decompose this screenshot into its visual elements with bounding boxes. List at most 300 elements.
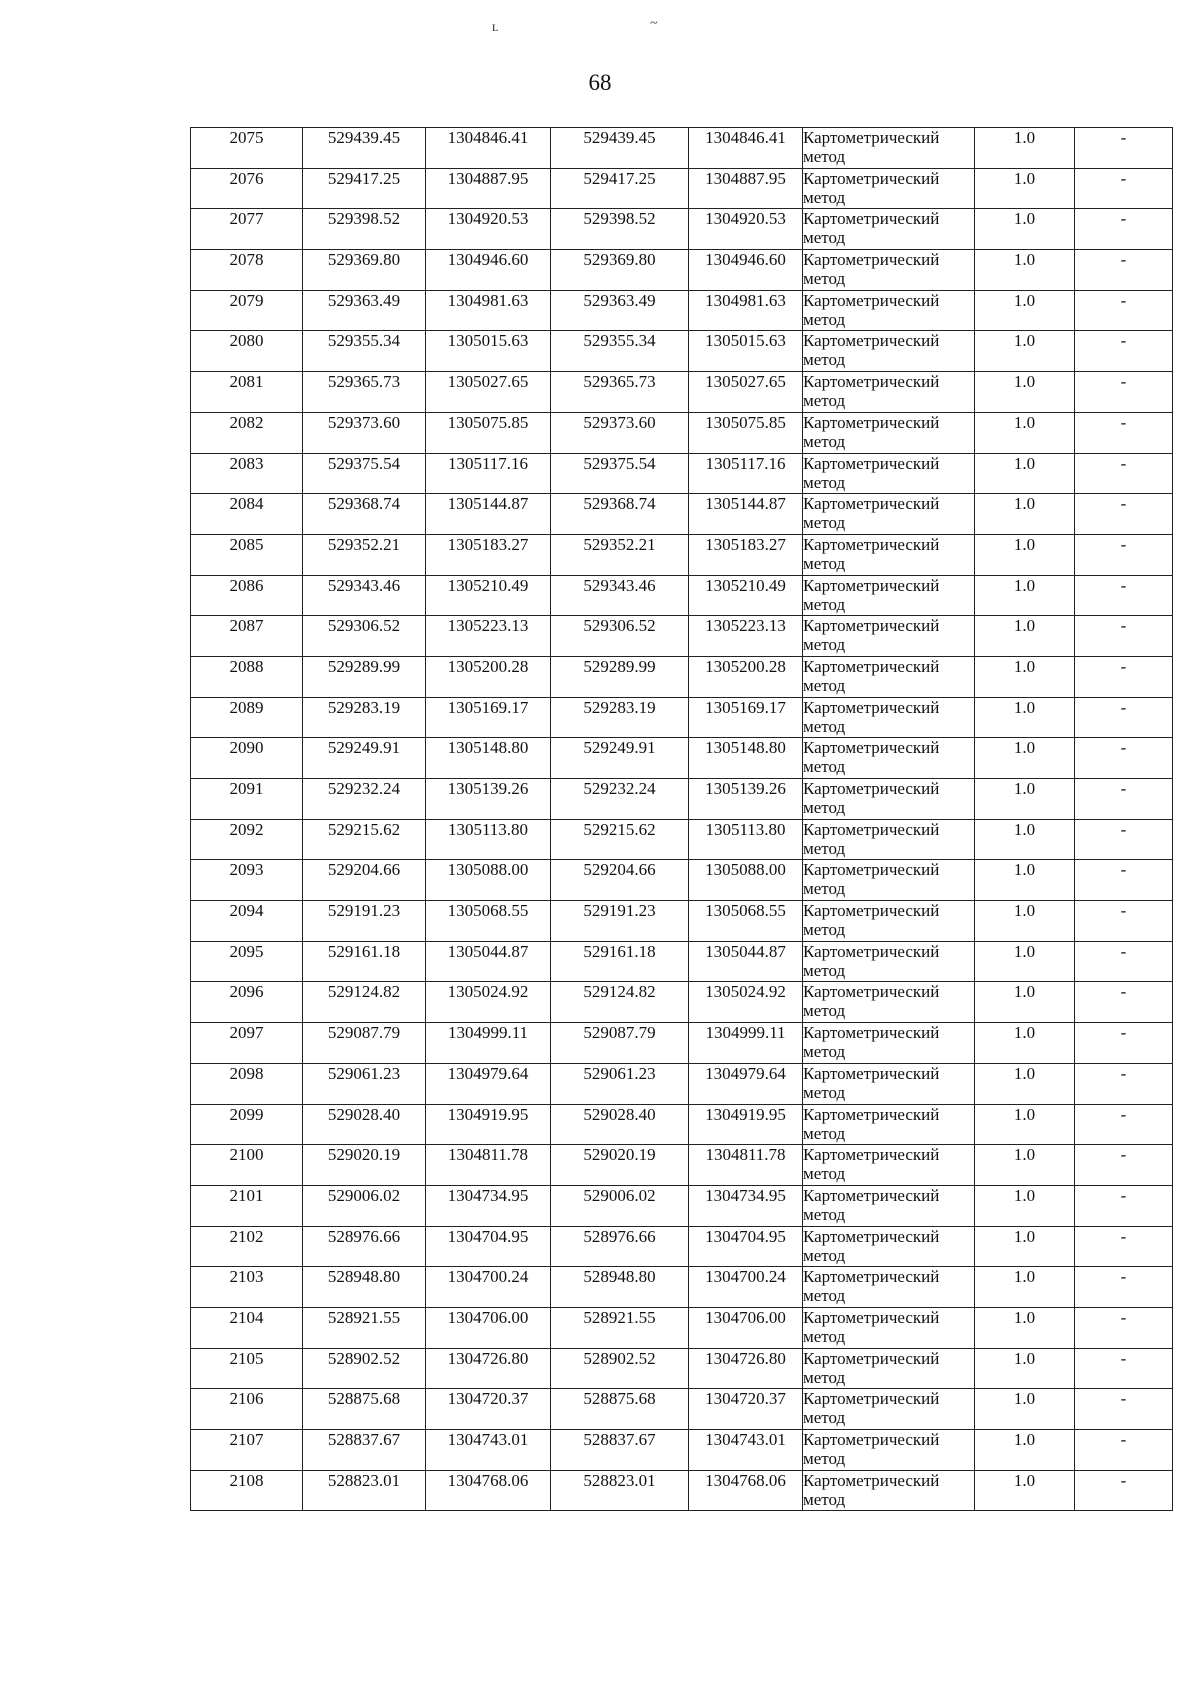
accuracy-cell: 1.0: [975, 1430, 1075, 1471]
method-cell: Картометрический метод: [803, 616, 975, 657]
x-coordinate-cell: 528823.01: [303, 1470, 426, 1511]
y-coordinate-new-cell: 1305223.13: [689, 616, 803, 657]
x-coordinate-new-cell: 529124.82: [551, 982, 689, 1023]
table-row: [191, 575, 1173, 616]
x-coordinate-cell: 529289.99: [303, 656, 426, 697]
table-row: [191, 1470, 1173, 1511]
point-number-cell: 2080: [191, 331, 303, 372]
note-cell: -: [1075, 1307, 1173, 1348]
x-coordinate-cell: 529087.79: [303, 1023, 426, 1064]
accuracy-cell: 1.0: [975, 494, 1075, 535]
y-coordinate-cell: 1304887.95: [426, 168, 551, 209]
method-cell: Картометрический метод: [803, 697, 975, 738]
y-coordinate-new-cell: 1304920.53: [689, 209, 803, 250]
x-coordinate-cell: 529375.54: [303, 453, 426, 494]
table-row: [191, 1430, 1173, 1471]
table-row: [191, 901, 1173, 942]
point-number-cell: 2078: [191, 250, 303, 291]
x-coordinate-new-cell: 528921.55: [551, 1307, 689, 1348]
y-coordinate-cell: 1305024.92: [426, 982, 551, 1023]
y-coordinate-new-cell: 1305183.27: [689, 534, 803, 575]
accuracy-cell: 1.0: [975, 1226, 1075, 1267]
note-cell: -: [1075, 534, 1173, 575]
y-coordinate-cell: 1304811.78: [426, 1145, 551, 1186]
note-cell: -: [1075, 656, 1173, 697]
accuracy-cell: 1.0: [975, 1023, 1075, 1064]
accuracy-cell: 1.0: [975, 697, 1075, 738]
method-cell: Картометрический метод: [803, 209, 975, 250]
y-coordinate-cell: 1305210.49: [426, 575, 551, 616]
x-coordinate-new-cell: 528948.80: [551, 1267, 689, 1308]
point-number-cell: 2075: [191, 128, 303, 169]
y-coordinate-new-cell: 1305015.63: [689, 331, 803, 372]
page-number: 68: [588, 70, 612, 95]
y-coordinate-new-cell: 1305200.28: [689, 656, 803, 697]
accuracy-cell: 1.0: [975, 1389, 1075, 1430]
method-cell: Картометрический метод: [803, 128, 975, 169]
x-coordinate-new-cell: 529020.19: [551, 1145, 689, 1186]
x-coordinate-new-cell: 529028.40: [551, 1104, 689, 1145]
y-coordinate-cell: 1304846.41: [426, 128, 551, 169]
x-coordinate-cell: 529191.23: [303, 901, 426, 942]
table-row: [191, 982, 1173, 1023]
table-row: [191, 941, 1173, 982]
method-cell: Картометрический метод: [803, 494, 975, 535]
method-cell: Картометрический метод: [803, 860, 975, 901]
point-number-cell: 2090: [191, 738, 303, 779]
note-cell: -: [1075, 290, 1173, 331]
method-cell: Картометрический метод: [803, 819, 975, 860]
x-coordinate-cell: 529365.73: [303, 372, 426, 413]
accuracy-cell: 1.0: [975, 128, 1075, 169]
accuracy-cell: 1.0: [975, 982, 1075, 1023]
y-coordinate-cell: 1304920.53: [426, 209, 551, 250]
point-number-cell: 2085: [191, 534, 303, 575]
x-coordinate-new-cell: 528875.68: [551, 1389, 689, 1430]
note-cell: -: [1075, 1063, 1173, 1104]
x-coordinate-cell: 529369.80: [303, 250, 426, 291]
x-coordinate-cell: 529020.19: [303, 1145, 426, 1186]
note-cell: -: [1075, 1267, 1173, 1308]
y-coordinate-new-cell: 1305044.87: [689, 941, 803, 982]
table-row: [191, 412, 1173, 453]
table-row: [191, 697, 1173, 738]
table-row: [191, 209, 1173, 250]
x-coordinate-cell: 528902.52: [303, 1348, 426, 1389]
accuracy-cell: 1.0: [975, 1267, 1075, 1308]
point-number-cell: 2096: [191, 982, 303, 1023]
y-coordinate-new-cell: 1305024.92: [689, 982, 803, 1023]
point-number-cell: 2100: [191, 1145, 303, 1186]
x-coordinate-cell: 529306.52: [303, 616, 426, 657]
accuracy-cell: 1.0: [975, 1470, 1075, 1511]
method-cell: Картометрический метод: [803, 1063, 975, 1104]
accuracy-cell: 1.0: [975, 372, 1075, 413]
y-coordinate-new-cell: 1304919.95: [689, 1104, 803, 1145]
accuracy-cell: 1.0: [975, 738, 1075, 779]
method-cell: Картометрический метод: [803, 941, 975, 982]
method-cell: Картометрический метод: [803, 250, 975, 291]
point-number-cell: 2099: [191, 1104, 303, 1145]
x-coordinate-cell: 529417.25: [303, 168, 426, 209]
accuracy-cell: 1.0: [975, 534, 1075, 575]
note-cell: -: [1075, 779, 1173, 820]
y-coordinate-cell: 1305088.00: [426, 860, 551, 901]
point-number-cell: 2095: [191, 941, 303, 982]
note-cell: -: [1075, 575, 1173, 616]
table-row: [191, 1023, 1173, 1064]
x-coordinate-cell: 529355.34: [303, 331, 426, 372]
accuracy-cell: 1.0: [975, 901, 1075, 942]
note-cell: -: [1075, 1430, 1173, 1471]
y-coordinate-cell: 1304704.95: [426, 1226, 551, 1267]
y-coordinate-new-cell: 1305075.85: [689, 412, 803, 453]
table-row: [191, 1307, 1173, 1348]
note-cell: -: [1075, 372, 1173, 413]
accuracy-cell: 1.0: [975, 941, 1075, 982]
accuracy-cell: 1.0: [975, 819, 1075, 860]
x-coordinate-new-cell: 529289.99: [551, 656, 689, 697]
x-coordinate-new-cell: 529417.25: [551, 168, 689, 209]
x-coordinate-cell: 529343.46: [303, 575, 426, 616]
y-coordinate-cell: 1305068.55: [426, 901, 551, 942]
y-coordinate-cell: 1304999.11: [426, 1023, 551, 1064]
y-coordinate-new-cell: 1304946.60: [689, 250, 803, 291]
accuracy-cell: 1.0: [975, 1348, 1075, 1389]
method-cell: Картометрический метод: [803, 1267, 975, 1308]
y-coordinate-cell: 1304979.64: [426, 1063, 551, 1104]
accuracy-cell: 1.0: [975, 1307, 1075, 1348]
accuracy-cell: 1.0: [975, 575, 1075, 616]
table-row: [191, 1267, 1173, 1308]
method-cell: Картометрический метод: [803, 1185, 975, 1226]
accuracy-cell: 1.0: [975, 1185, 1075, 1226]
note-cell: -: [1075, 494, 1173, 535]
y-coordinate-new-cell: 1304887.95: [689, 168, 803, 209]
y-coordinate-cell: 1304946.60: [426, 250, 551, 291]
note-cell: -: [1075, 1389, 1173, 1430]
scan-artifact-mark: ~: [650, 16, 658, 31]
y-coordinate-new-cell: 1304999.11: [689, 1023, 803, 1064]
method-cell: Картометрический метод: [803, 1307, 975, 1348]
accuracy-cell: 1.0: [975, 1145, 1075, 1186]
y-coordinate-cell: 1305117.16: [426, 453, 551, 494]
x-coordinate-new-cell: 529363.49: [551, 290, 689, 331]
y-coordinate-new-cell: 1305027.65: [689, 372, 803, 413]
table-row: [191, 534, 1173, 575]
point-number-cell: 2089: [191, 697, 303, 738]
table-row: [191, 1185, 1173, 1226]
note-cell: -: [1075, 1185, 1173, 1226]
point-number-cell: 2094: [191, 901, 303, 942]
table-row: [191, 168, 1173, 209]
note-cell: -: [1075, 697, 1173, 738]
y-coordinate-cell: 1304981.63: [426, 290, 551, 331]
y-coordinate-new-cell: 1305139.26: [689, 779, 803, 820]
accuracy-cell: 1.0: [975, 250, 1075, 291]
y-coordinate-new-cell: 1305117.16: [689, 453, 803, 494]
table-row: [191, 1389, 1173, 1430]
point-number-cell: 2105: [191, 1348, 303, 1389]
accuracy-cell: 1.0: [975, 1104, 1075, 1145]
table-row: [191, 1063, 1173, 1104]
accuracy-cell: 1.0: [975, 616, 1075, 657]
x-coordinate-new-cell: 529375.54: [551, 453, 689, 494]
point-number-cell: 2088: [191, 656, 303, 697]
method-cell: Картометрический метод: [803, 901, 975, 942]
x-coordinate-new-cell: 528902.52: [551, 1348, 689, 1389]
table-row: [191, 1145, 1173, 1186]
x-coordinate-new-cell: 529283.19: [551, 697, 689, 738]
method-cell: Картометрический метод: [803, 290, 975, 331]
point-number-cell: 2076: [191, 168, 303, 209]
note-cell: -: [1075, 860, 1173, 901]
point-number-cell: 2083: [191, 453, 303, 494]
method-cell: Картометрический метод: [803, 738, 975, 779]
y-coordinate-new-cell: 1304979.64: [689, 1063, 803, 1104]
point-number-cell: 2108: [191, 1470, 303, 1511]
x-coordinate-new-cell: 529306.52: [551, 616, 689, 657]
note-cell: -: [1075, 128, 1173, 169]
y-coordinate-new-cell: 1304726.80: [689, 1348, 803, 1389]
x-coordinate-cell: 529363.49: [303, 290, 426, 331]
table-row: [191, 331, 1173, 372]
y-coordinate-new-cell: 1305088.00: [689, 860, 803, 901]
table-row: [191, 860, 1173, 901]
x-coordinate-cell: 529204.66: [303, 860, 426, 901]
point-number-cell: 2101: [191, 1185, 303, 1226]
method-cell: Картометрический метод: [803, 1104, 975, 1145]
x-coordinate-cell: 529124.82: [303, 982, 426, 1023]
note-cell: -: [1075, 616, 1173, 657]
y-coordinate-cell: 1305200.28: [426, 656, 551, 697]
note-cell: -: [1075, 982, 1173, 1023]
method-cell: Картометрический метод: [803, 453, 975, 494]
y-coordinate-cell: 1305139.26: [426, 779, 551, 820]
x-coordinate-cell: 528921.55: [303, 1307, 426, 1348]
point-number-cell: 2077: [191, 209, 303, 250]
y-coordinate-cell: 1304720.37: [426, 1389, 551, 1430]
y-coordinate-new-cell: 1304704.95: [689, 1226, 803, 1267]
note-cell: -: [1075, 1226, 1173, 1267]
x-coordinate-new-cell: 529087.79: [551, 1023, 689, 1064]
table-row: [191, 290, 1173, 331]
point-number-cell: 2082: [191, 412, 303, 453]
x-coordinate-new-cell: 529373.60: [551, 412, 689, 453]
note-cell: -: [1075, 1145, 1173, 1186]
x-coordinate-cell: 529373.60: [303, 412, 426, 453]
y-coordinate-cell: 1304768.06: [426, 1470, 551, 1511]
scan-artifact-mark: ʟ: [492, 20, 499, 35]
y-coordinate-new-cell: 1305169.17: [689, 697, 803, 738]
point-number-cell: 2097: [191, 1023, 303, 1064]
table-row: [191, 494, 1173, 535]
y-coordinate-new-cell: 1304811.78: [689, 1145, 803, 1186]
point-number-cell: 2107: [191, 1430, 303, 1471]
y-coordinate-new-cell: 1305113.80: [689, 819, 803, 860]
note-cell: -: [1075, 209, 1173, 250]
accuracy-cell: 1.0: [975, 168, 1075, 209]
note-cell: -: [1075, 331, 1173, 372]
x-coordinate-new-cell: 529343.46: [551, 575, 689, 616]
x-coordinate-cell: 529283.19: [303, 697, 426, 738]
method-cell: Картометрический метод: [803, 412, 975, 453]
table-row: [191, 250, 1173, 291]
point-number-cell: 2092: [191, 819, 303, 860]
table-row: [191, 819, 1173, 860]
y-coordinate-cell: 1305223.13: [426, 616, 551, 657]
method-cell: Картометрический метод: [803, 575, 975, 616]
accuracy-cell: 1.0: [975, 1063, 1075, 1104]
point-number-cell: 2102: [191, 1226, 303, 1267]
table-row: [191, 616, 1173, 657]
y-coordinate-cell: 1305144.87: [426, 494, 551, 535]
method-cell: Картометрический метод: [803, 331, 975, 372]
y-coordinate-new-cell: 1304720.37: [689, 1389, 803, 1430]
accuracy-cell: 1.0: [975, 860, 1075, 901]
method-cell: Картометрический метод: [803, 1430, 975, 1471]
y-coordinate-cell: 1304743.01: [426, 1430, 551, 1471]
x-coordinate-cell: 529398.52: [303, 209, 426, 250]
point-number-cell: 2103: [191, 1267, 303, 1308]
x-coordinate-cell: 529215.62: [303, 819, 426, 860]
x-coordinate-cell: 529028.40: [303, 1104, 426, 1145]
y-coordinate-new-cell: 1304981.63: [689, 290, 803, 331]
x-coordinate-cell: 529161.18: [303, 941, 426, 982]
y-coordinate-cell: 1304726.80: [426, 1348, 551, 1389]
x-coordinate-new-cell: 529368.74: [551, 494, 689, 535]
y-coordinate-cell: 1304734.95: [426, 1185, 551, 1226]
x-coordinate-new-cell: 529355.34: [551, 331, 689, 372]
table-row: [191, 372, 1173, 413]
y-coordinate-new-cell: 1305144.87: [689, 494, 803, 535]
x-coordinate-cell: 528875.68: [303, 1389, 426, 1430]
note-cell: -: [1075, 901, 1173, 942]
note-cell: -: [1075, 1470, 1173, 1511]
accuracy-cell: 1.0: [975, 290, 1075, 331]
coordinates-table: [190, 127, 1173, 1511]
table-row: [191, 1226, 1173, 1267]
point-number-cell: 2091: [191, 779, 303, 820]
method-cell: Картометрический метод: [803, 1470, 975, 1511]
point-number-cell: 2098: [191, 1063, 303, 1104]
y-coordinate-cell: 1305075.85: [426, 412, 551, 453]
note-cell: -: [1075, 738, 1173, 779]
y-coordinate-new-cell: 1304734.95: [689, 1185, 803, 1226]
y-coordinate-cell: 1305015.63: [426, 331, 551, 372]
table-row: [191, 128, 1173, 169]
accuracy-cell: 1.0: [975, 412, 1075, 453]
x-coordinate-new-cell: 529439.45: [551, 128, 689, 169]
y-coordinate-new-cell: 1305148.80: [689, 738, 803, 779]
note-cell: -: [1075, 1104, 1173, 1145]
x-coordinate-new-cell: 529061.23: [551, 1063, 689, 1104]
y-coordinate-new-cell: 1305210.49: [689, 575, 803, 616]
y-coordinate-cell: 1305183.27: [426, 534, 551, 575]
method-cell: Картометрический метод: [803, 1226, 975, 1267]
table-row: [191, 779, 1173, 820]
x-coordinate-new-cell: 529232.24: [551, 779, 689, 820]
accuracy-cell: 1.0: [975, 453, 1075, 494]
table-row: [191, 656, 1173, 697]
x-coordinate-cell: 529232.24: [303, 779, 426, 820]
table-body: [191, 128, 1173, 1511]
x-coordinate-cell: 529061.23: [303, 1063, 426, 1104]
x-coordinate-new-cell: 528823.01: [551, 1470, 689, 1511]
table-row: [191, 1104, 1173, 1145]
y-coordinate-new-cell: 1304743.01: [689, 1430, 803, 1471]
method-cell: Картометрический метод: [803, 656, 975, 697]
x-coordinate-cell: 528976.66: [303, 1226, 426, 1267]
note-cell: -: [1075, 453, 1173, 494]
accuracy-cell: 1.0: [975, 331, 1075, 372]
y-coordinate-cell: 1305113.80: [426, 819, 551, 860]
accuracy-cell: 1.0: [975, 656, 1075, 697]
point-number-cell: 2079: [191, 290, 303, 331]
x-coordinate-new-cell: 528837.67: [551, 1430, 689, 1471]
method-cell: Картометрический метод: [803, 1145, 975, 1186]
y-coordinate-cell: 1305027.65: [426, 372, 551, 413]
accuracy-cell: 1.0: [975, 779, 1075, 820]
y-coordinate-cell: 1305148.80: [426, 738, 551, 779]
method-cell: Картометрический метод: [803, 1348, 975, 1389]
y-coordinate-cell: 1304706.00: [426, 1307, 551, 1348]
method-cell: Картометрический метод: [803, 534, 975, 575]
table-row: [191, 738, 1173, 779]
x-coordinate-cell: 529352.21: [303, 534, 426, 575]
note-cell: -: [1075, 1348, 1173, 1389]
x-coordinate-cell: 528948.80: [303, 1267, 426, 1308]
point-number-cell: 2081: [191, 372, 303, 413]
y-coordinate-new-cell: 1305068.55: [689, 901, 803, 942]
note-cell: -: [1075, 168, 1173, 209]
table-row: [191, 453, 1173, 494]
x-coordinate-cell: 529249.91: [303, 738, 426, 779]
x-coordinate-new-cell: 529161.18: [551, 941, 689, 982]
note-cell: -: [1075, 941, 1173, 982]
x-coordinate-new-cell: 529006.02: [551, 1185, 689, 1226]
method-cell: Картометрический метод: [803, 779, 975, 820]
x-coordinate-new-cell: 529215.62: [551, 819, 689, 860]
x-coordinate-new-cell: 529398.52: [551, 209, 689, 250]
note-cell: -: [1075, 412, 1173, 453]
method-cell: Картометрический метод: [803, 1023, 975, 1064]
point-number-cell: 2087: [191, 616, 303, 657]
accuracy-cell: 1.0: [975, 209, 1075, 250]
method-cell: Картометрический метод: [803, 372, 975, 413]
y-coordinate-new-cell: 1304846.41: [689, 128, 803, 169]
x-coordinate-cell: 529439.45: [303, 128, 426, 169]
y-coordinate-new-cell: 1304706.00: [689, 1307, 803, 1348]
x-coordinate-cell: 529368.74: [303, 494, 426, 535]
x-coordinate-new-cell: 529365.73: [551, 372, 689, 413]
note-cell: -: [1075, 819, 1173, 860]
x-coordinate-new-cell: 529369.80: [551, 250, 689, 291]
note-cell: -: [1075, 1023, 1173, 1064]
y-coordinate-cell: 1304700.24: [426, 1267, 551, 1308]
y-coordinate-new-cell: 1304700.24: [689, 1267, 803, 1308]
method-cell: Картометрический метод: [803, 1389, 975, 1430]
x-coordinate-new-cell: 529352.21: [551, 534, 689, 575]
method-cell: Картометрический метод: [803, 168, 975, 209]
y-coordinate-new-cell: 1304768.06: [689, 1470, 803, 1511]
note-cell: -: [1075, 250, 1173, 291]
point-number-cell: 2084: [191, 494, 303, 535]
x-coordinate-cell: 529006.02: [303, 1185, 426, 1226]
table-row: [191, 1348, 1173, 1389]
x-coordinate-cell: 528837.67: [303, 1430, 426, 1471]
x-coordinate-new-cell: 529249.91: [551, 738, 689, 779]
